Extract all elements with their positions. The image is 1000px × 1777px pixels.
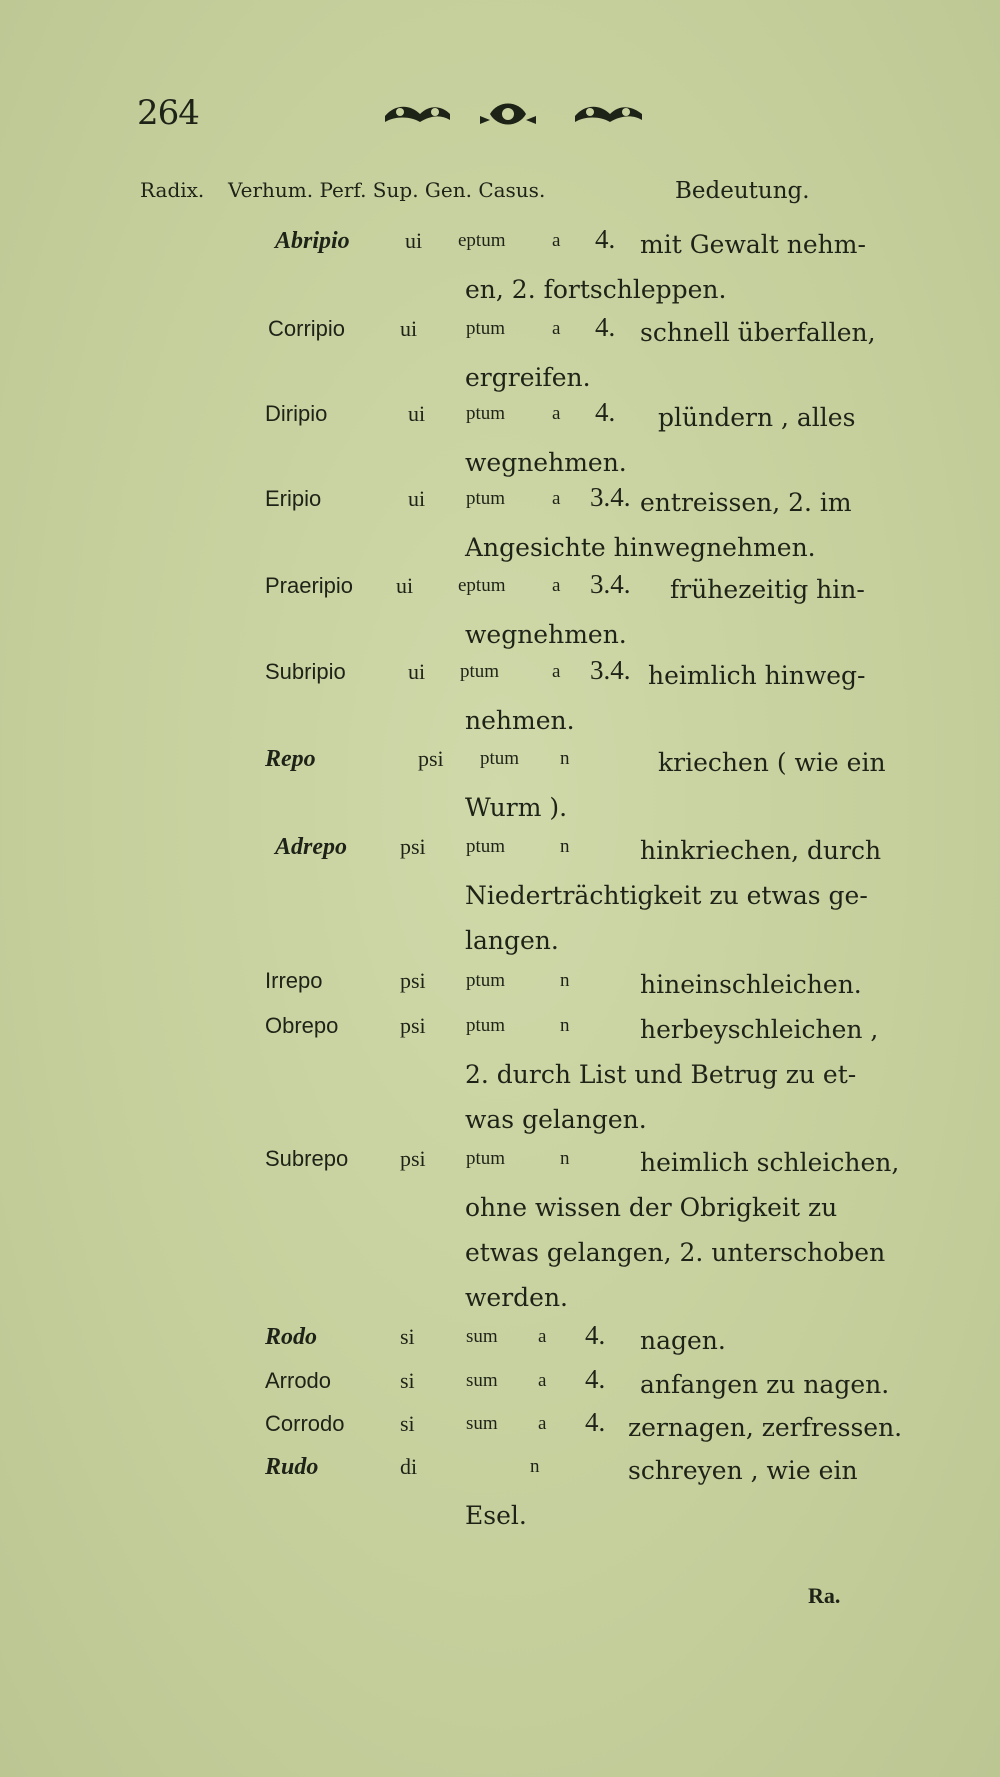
supine-ending: ptum [466,836,506,857]
casus: 4. [595,312,616,342]
meaning-line: frühezeitig hin- [670,575,865,604]
casus: 3.4. [590,569,631,599]
verb: Rodo [265,1324,318,1350]
supine-ending: eptum [458,575,506,596]
perfect-ending: ui [408,401,426,426]
supine-ending: ptum [466,1148,506,1169]
genus: n [560,1148,570,1169]
verb: Abripio [275,228,350,254]
meaning-line: Wurm ). [465,793,568,822]
meaning-line: zernagen, zerfressen. [628,1413,903,1442]
casus: 4. [595,224,616,254]
meaning-line: heimlich hinweg- [648,661,866,690]
verb: Rudo [265,1454,319,1480]
meaning-line: kriechen ( wie ein [658,748,886,777]
meaning-line: ergreifen. [465,363,591,392]
perfect-ending: si [400,1324,415,1349]
verb: Praeripio [265,573,354,598]
verb: Diripio [265,401,328,426]
perfect-ending: si [400,1411,415,1436]
verb: Subripio [265,659,346,684]
meaning-line: heimlich schleichen, [640,1148,900,1177]
perfect-ending: psi [400,1013,426,1038]
supine-ending: ptum [466,318,506,339]
perfect-ending: di [400,1454,418,1479]
supine-ending: ptum [480,748,520,769]
perfect-ending: ui [408,659,426,684]
meaning-line: etwas gelangen, 2. unterschoben [465,1238,886,1267]
verb: Eripio [265,486,322,511]
perfect-ending: psi [418,746,444,771]
genus: a [552,575,561,596]
genus: n [560,836,570,857]
perfect-ending: psi [400,834,426,859]
verb: Irrepo [265,968,323,993]
perfect-ending: psi [400,968,426,993]
supine-ending: sum [466,1326,498,1347]
casus: 4. [585,1364,606,1394]
casus: 4. [595,397,616,427]
perfect-ending: ui [408,486,426,511]
meaning-line: schreyen , wie ein [628,1456,858,1485]
perfect-ending: ui [400,316,418,341]
header-radix: Radix. [140,178,205,202]
header-columns: Verhum. Perf. Sup. Gen. Casus. [228,178,546,202]
supine-ending: sum [466,1413,498,1434]
catchword: Ra. [808,1583,841,1608]
meaning-line: wegnehmen. [465,448,627,477]
genus: n [560,1015,570,1036]
meaning-line: wegnehmen. [465,620,627,649]
verb: Arrodo [265,1368,332,1393]
genus: a [538,1326,547,1347]
printer-ornament-icon [380,96,650,132]
meaning-line: nehmen. [465,706,575,735]
supine-ending: ptum [466,403,506,424]
casus: 3.4. [590,482,631,512]
header-bedeutung: Bedeutung. [675,178,810,204]
meaning-line: hinkriechen, durch [640,836,882,865]
supine-ending: ptum [466,1015,506,1036]
genus: a [552,403,561,424]
casus: 3.4. [590,655,631,685]
verb: Corrodo [265,1411,345,1436]
perfect-ending: psi [400,1146,426,1171]
meaning-line: mit Gewalt nehm- [640,230,866,259]
meaning-line: Esel. [465,1501,527,1530]
genus: a [552,661,561,682]
perfect-ending: ui [405,228,423,253]
meaning-line: entreissen, 2. im [640,488,852,517]
meaning-line: schnell überfallen, [640,318,876,347]
supine-ending: ptum [460,661,500,682]
genus: n [560,970,570,991]
casus: 4. [585,1407,606,1437]
meaning-line: en, 2. fortschleppen. [465,275,727,304]
meaning-line: Niederträchtigkeit zu etwas ge- [465,881,868,910]
meaning-line: herbeyschleichen , [640,1015,879,1044]
meaning-line: werden. [465,1283,568,1312]
meaning-line: Angesichte hinwegnehmen. [465,533,816,562]
casus: 4. [585,1320,606,1350]
page-number: 264 [137,93,199,133]
meaning-line: nagen. [640,1326,726,1355]
supine-ending: ptum [466,970,506,991]
supine-ending: eptum [458,230,506,251]
meaning-line: plündern , alles [658,403,856,432]
genus: n [560,748,570,769]
meaning-line: ohne wissen der Obrigkeit zu [465,1193,838,1222]
meaning-line: hineinschleichen. [640,970,862,999]
genus: a [552,318,561,339]
verb: Adrepo [275,834,347,860]
genus: a [552,488,561,509]
supine-ending: sum [466,1370,498,1391]
genus: n [530,1456,540,1477]
verb: Obrepo [265,1013,339,1038]
genus: a [538,1413,547,1434]
perfect-ending: si [400,1368,415,1393]
genus: a [538,1370,547,1391]
verb: Repo [265,746,316,772]
meaning-line: was gelangen. [465,1105,647,1134]
meaning-line: langen. [465,926,559,955]
supine-ending: ptum [466,488,506,509]
meaning-line: 2. durch List und Betrug zu et- [465,1060,857,1089]
genus: a [552,230,561,251]
verb: Subrepo [265,1146,349,1171]
meaning-line: anfangen zu nagen. [640,1370,890,1399]
perfect-ending: ui [396,573,414,598]
verb: Corripio [268,316,346,341]
